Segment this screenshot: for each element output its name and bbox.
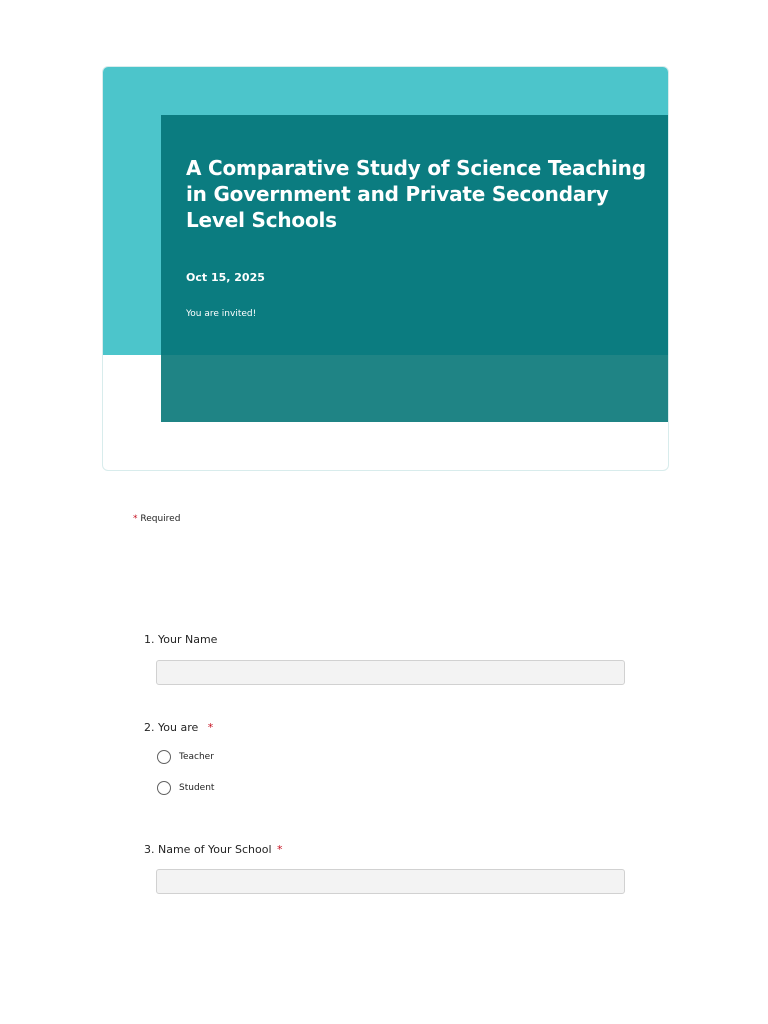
title-panel-lower bbox=[161, 355, 669, 422]
question-school-name bbox=[144, 843, 283, 856]
question-label: 3. Name of Your School bbox=[144, 843, 272, 856]
form-subtitle: You are invited! bbox=[186, 309, 257, 319]
radio-button-icon[interactable] bbox=[157, 781, 171, 795]
required-star: * bbox=[277, 843, 283, 856]
required-label: Required bbox=[140, 514, 181, 524]
title-panel bbox=[161, 115, 669, 422]
question-you-are bbox=[144, 721, 213, 734]
question-label: 1. Your Name bbox=[144, 633, 218, 646]
radio-label: Student bbox=[179, 783, 215, 793]
radio-button-icon[interactable] bbox=[157, 750, 171, 764]
form-date: Oct 15, 2025 bbox=[186, 271, 265, 284]
question-your-name bbox=[144, 633, 217, 646]
required-note bbox=[133, 514, 180, 524]
form-header-card bbox=[102, 66, 669, 471]
form-title: A Comparative Study of Science Teaching in Government and Private Secondary Level Schools bbox=[186, 156, 646, 232]
radio-option-student[interactable] bbox=[157, 781, 214, 795]
required-star: * bbox=[133, 514, 138, 524]
question-label: 2. You are bbox=[144, 721, 199, 734]
radio-option-teacher[interactable] bbox=[157, 750, 214, 764]
school-name-input[interactable] bbox=[156, 869, 625, 894]
required-star: * bbox=[207, 721, 214, 734]
your-name-input[interactable] bbox=[156, 660, 625, 685]
radio-label: Teacher bbox=[179, 752, 214, 762]
